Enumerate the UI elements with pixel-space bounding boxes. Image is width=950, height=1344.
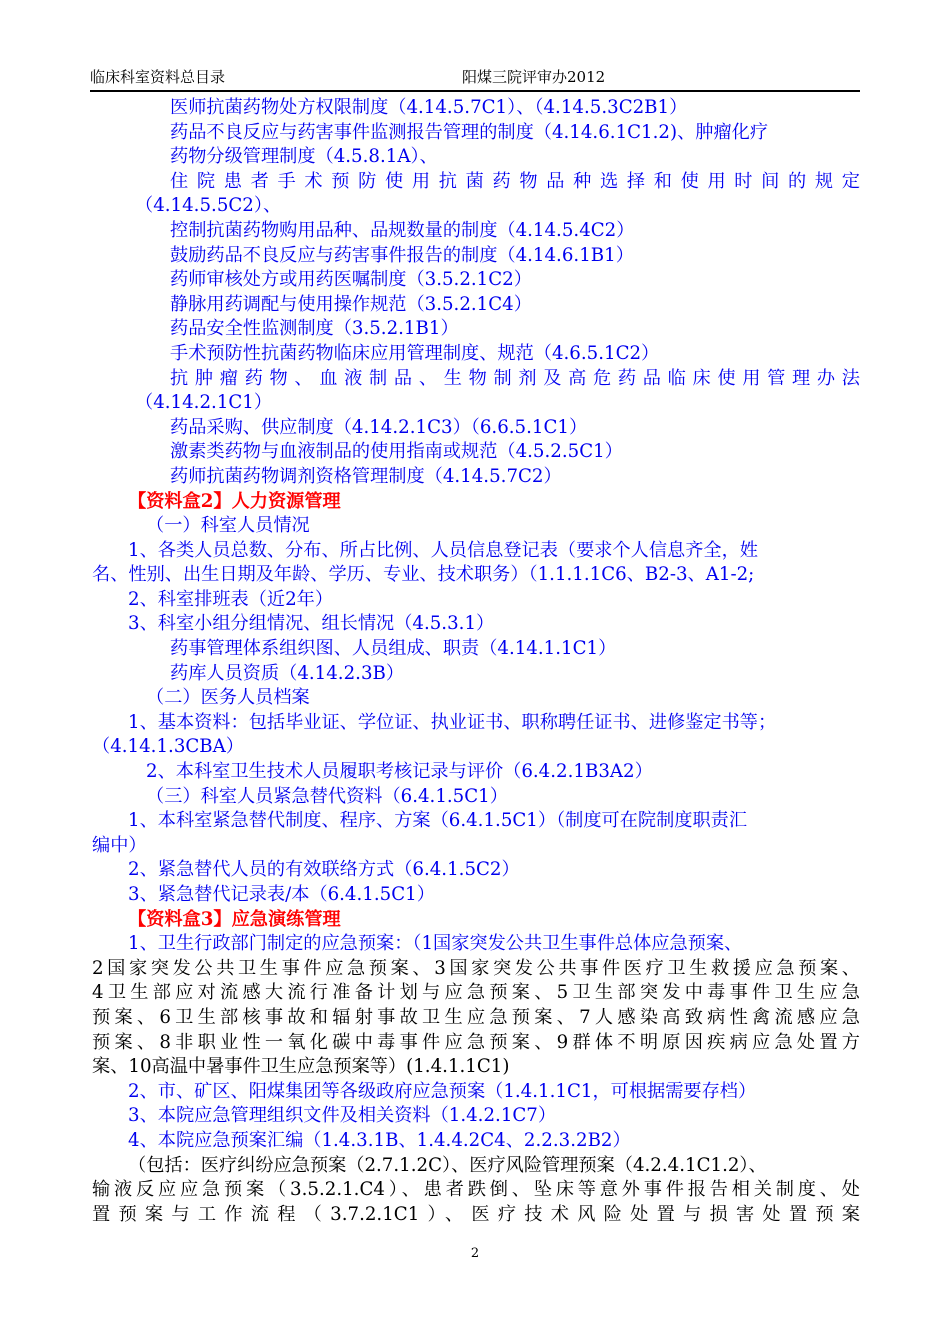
text-line: （包括：医疗纠纷应急预案（2.7.1.2C）、医疗风险管理预案（4.2.4.1C1.2）、 bbox=[128, 1154, 767, 1176]
text-line: （4.14.2.1C1） bbox=[135, 392, 273, 414]
text-line: 药品安全性监测制度（3.5.2.1B1） bbox=[170, 318, 459, 340]
text-line: 输液反应应急预案（3.5.2.1.C4）、患者跌倒、坠床等意外事件报告相关制度、处 bbox=[92, 1179, 860, 1201]
text-line: 1、本科室紧急替代制度、程序、方案（6.4.1.5C1）（制度可在院制度职责汇 bbox=[128, 810, 748, 832]
header-center: 阳煤三院评审办2012 bbox=[462, 68, 606, 86]
text-line: 3、紧急替代记录表/本（6.4.1.5C1） bbox=[128, 884, 435, 905]
text-line: 2国家突发公共卫生事件应急预案、3国家突发公共事件医疗卫生救援应急预案、 bbox=[92, 957, 860, 979]
text-line: 药师抗菌药物调剂资格管理制度（4.14.5.7C2） bbox=[170, 465, 562, 487]
section-heading: 【资料盒3】应急演练管理 bbox=[128, 908, 341, 930]
text-line: （三）科室人员紧急替代资料（6.4.1.5C1） bbox=[146, 785, 508, 807]
text-line: 药品采购、供应制度（4.14.2.1C3）（6.6.5.1C1） bbox=[170, 416, 588, 438]
text-line: 2、紧急替代人员的有效联络方式（6.4.1.5C2） bbox=[128, 859, 520, 881]
text-line: 1、基本资料：包括毕业证、学位证、执业证书、职称聘任证书、进修鉴定书等； bbox=[128, 711, 777, 733]
text-line: 4卫生部应对流感大流行准备计划与应急预案、5卫生部突发中毒事件卫生应急 bbox=[92, 982, 860, 1004]
text-line: 药物分级管理制度（4.5.8.1A）、 bbox=[170, 146, 438, 168]
text-line: 手术预防性抗菌药物临床应用管理制度、规范（4.6.5.1C2） bbox=[170, 342, 660, 364]
text-line: 静脉用药调配与使用操作规范（3.5.2.1C4） bbox=[170, 293, 532, 315]
text-line: 鼓励药品不良反应与药害事件报告的制度（4.14.6.1B1） bbox=[170, 244, 634, 266]
text-line: 编中） bbox=[92, 834, 147, 856]
text-line: 住院患者手术预防使用抗菌药物品种选择和使用时间的规定 bbox=[170, 170, 860, 192]
text-line: 置预案与工作流程（3.7.2.1C1）、医疗技术风险处置与损害处置预案 bbox=[92, 1203, 860, 1225]
text-line: 2、本科室卫生技术人员履职考核记录与评价（6.4.2.1B3A2） bbox=[146, 761, 653, 783]
section-heading: 【资料盒2】人力资源管理 bbox=[128, 490, 341, 512]
document-body bbox=[92, 96, 860, 1227]
text-line: 激素类药物与血液制品的使用指南或规范（4.5.2.5C1） bbox=[170, 441, 623, 463]
text-line: （4.14.1.3CBA） bbox=[92, 736, 244, 758]
text-line: 4、本院应急预案汇编（1.4.3.1B、1.4.4.2C4、2.2.3.2B2） bbox=[128, 1129, 631, 1151]
text-line: 3、本院应急管理组织文件及相关资料（1.4.2.1C7） bbox=[128, 1105, 557, 1127]
text-line: 1、各类人员总数、分布、所占比例、人员信息登记表（要求个人信息齐全，姓 bbox=[128, 539, 758, 561]
page-number: 2 bbox=[470, 1246, 480, 1261]
text-line: 3、科室小组分组情况、组长情况（4.5.3.1） bbox=[128, 613, 495, 635]
text-line: 预案、8非职业性一氧化碳中毒事件应急预案、9群体不明原因疾病应急处置方 bbox=[92, 1031, 860, 1053]
text-line: （4.14.5.5C2）、 bbox=[135, 195, 282, 217]
text-line: 药事管理体系组织图、人员组成、职责（4.14.1.1C1） bbox=[170, 638, 617, 660]
text-line: 药库人员资质（4.14.2.3B） bbox=[170, 662, 405, 684]
text-line: 案、10高温中暑事件卫生应急预案等）(1.4.1.1C1) bbox=[92, 1056, 510, 1078]
text-line: （一）科室人员情况 bbox=[146, 515, 310, 537]
text-line: 医师抗菌药物处方权限制度（4.14.5.7C1）、（4.14.5.3C2B1） bbox=[170, 97, 688, 118]
text-line: 预案、6卫生部核事故和辐射事故卫生应急预案、7人感染高致病性禽流感应急 bbox=[92, 1006, 860, 1028]
text-line: 控制抗菌药物购用品种、品规数量的制度（4.14.5.4C2） bbox=[170, 219, 635, 241]
text-line: （二）医务人员档案 bbox=[146, 687, 310, 709]
text-line: 2、市、矿区、阳煤集团等各级政府应急预案（1.4.1.1C1，可根据需要存档） bbox=[128, 1080, 757, 1102]
text-line: 1、卫生行政部门制定的应急预案：（1国家突发公共卫生事件总体应急预案、 bbox=[128, 933, 743, 955]
text-line: 药品不良反应与药害事件监测报告管理的制度（4.14.6.1C1.2)、肿瘤化疗 bbox=[170, 121, 769, 143]
text-line: 药师审核处方或用药医嘱制度（3.5.2.1C2） bbox=[170, 269, 532, 291]
header-left: 临床科室资料总目录 bbox=[90, 68, 226, 86]
text-line: 2、科室排班表（近2年） bbox=[128, 588, 334, 610]
text-line: 抗肿瘤药物、血液制品、生物制剂及高危药品临床使用管理办法 bbox=[170, 367, 860, 389]
text-line: 名、性别、出生日期及年龄、学历、专业、技术职务）（1.1.1.1C6、B2-3、A1-2; bbox=[92, 564, 755, 586]
header-rule bbox=[90, 90, 860, 92]
